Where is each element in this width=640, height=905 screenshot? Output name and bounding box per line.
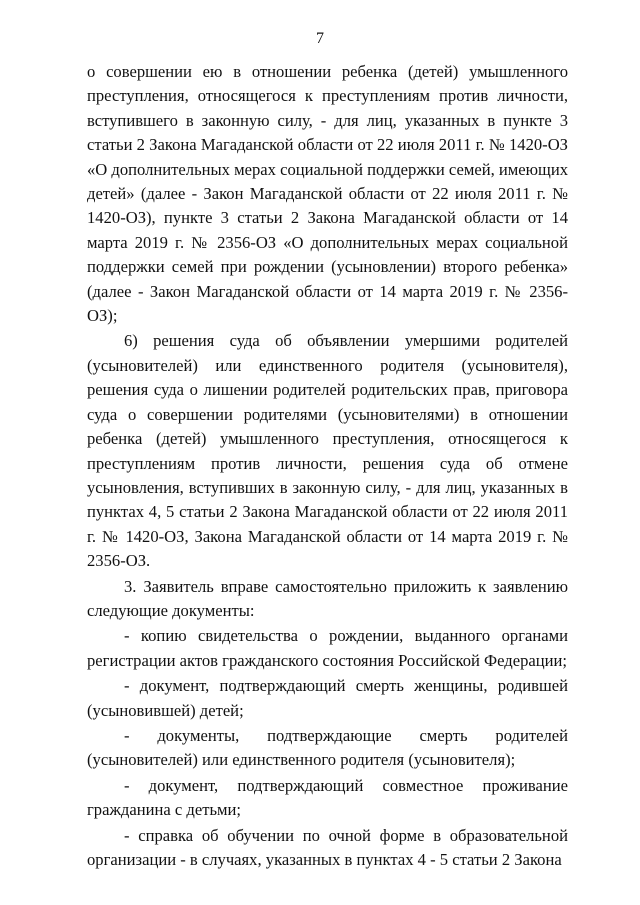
list-item-education: - справка об обучении по очной форме в образовательной организации - в случаях, указанных в пунктах 4 - 5 статьи 2 Закона xyxy=(87,825,568,869)
list-item-birth-certificate: - копию свидетельства о рождении, выданного органами регистрации актов гражданского состояния Российской Федерации; xyxy=(87,626,568,670)
paragraph-continuation: о совершении ею в отношении ребенка (детей) умышленного преступления, относящегося к преступлениям против личности, вступившего в законную силу, - для лиц, указанных в пункте 3 статьи 2 Закона Магаданской области от 22 июля 2011 г. № 1420-ОЗ «О дополнительных мерах социальной поддержки семей, имеющих детей» (далее - Закон Магаданской области от 22 июля 2011 г. № 1420-ОЗ), пункте 3 статьи 2 Закона Магаданской области от 14 марта 2019 г. № 2356-ОЗ «О дополнительных мерах социальной поддержки семей при рождении (усыновлении) второго ребенка» (далее - Закон Магаданской области от 14 марта 2019 г. № 2356-ОЗ); xyxy=(87,62,568,326)
paragraph-item-3-intro: 3. Заявитель вправе самостоятельно приложить к заявлению следующие документы: xyxy=(87,576,568,620)
list-item-cohabitation: - документ, подтверждающий совместное проживание гражданина с детьми; xyxy=(87,775,568,820)
document-body xyxy=(87,60,568,872)
page-number: 7 xyxy=(316,30,324,47)
list-item-mother-death: - документ, подтверждающий смерть женщины, родившей (усыновившей) детей; xyxy=(87,676,568,720)
list-item-parents-death: - документы, подтверждающие смерть родителей (усыновителей) или единственного родителя (усыновителя); xyxy=(87,725,568,770)
paragraph-item-6: 6) решения суда об объявлении умершими родителей (усыновителей) или единственного родителя (усыновителя), решения суда о лишении родителей родительских прав, приговора суда о совершении родителями (усыновителями) в отношении ребенка (детей) умышленного преступления, относящегося к преступлениям против личности, решения суда об отмене усыновления, вступивших в законную силу, - для лиц, указанных в пунктах 4, 5 статьи 2 Закона Магаданской области от 22 июля 2011 г. № 1420-ОЗ, Закона Магаданской области от 14 марта 2019 г. № 2356-ОЗ. xyxy=(87,331,568,571)
